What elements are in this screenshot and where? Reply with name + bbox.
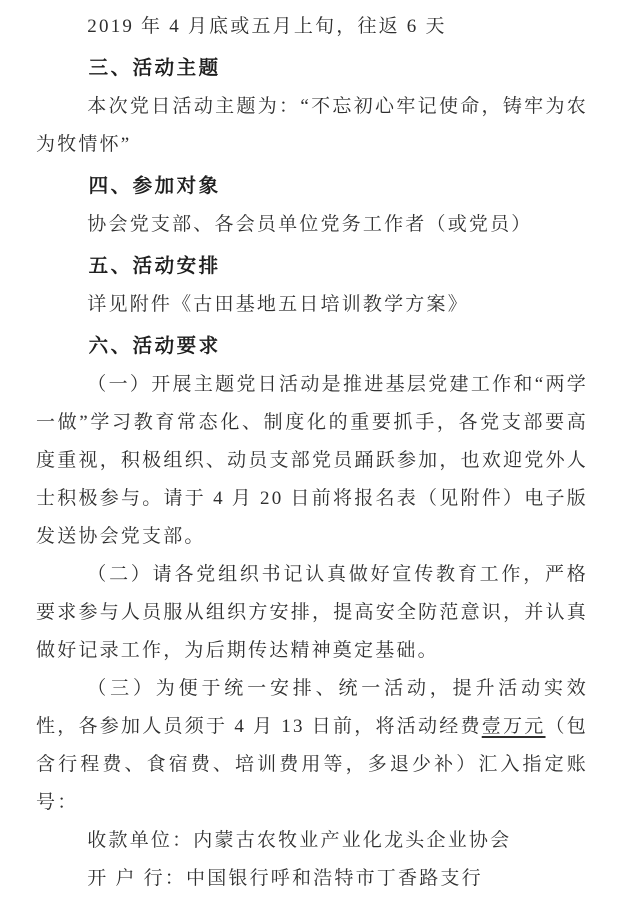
paragraph xyxy=(36,670,588,822)
text-run: （包含行程费、食宿费、培训费用等，多退少补）汇入指定账号： xyxy=(36,716,588,813)
text-run: 协会党支部、各会员单位党务工作者（或党员） xyxy=(87,214,533,235)
paragraph xyxy=(36,822,588,860)
paragraph xyxy=(36,206,588,244)
section-heading xyxy=(36,167,588,205)
text-run: （三）为便于统一安排、统一活动，提升活动实效性，各参加人员须于 4 月 13 日前，将活动经费 xyxy=(36,678,588,737)
text-run: 2019 年 4 月底或五月上旬，往返 6 天 xyxy=(87,16,447,37)
paragraph xyxy=(36,556,588,670)
document-body xyxy=(36,8,588,898)
section-heading xyxy=(36,49,588,87)
text-run: （二）请各党组织书记认真做好宣传教育工作，严格要求参与人员服从组织方安排，提高安全防范意识，并认真做好记录工作，为后期传达精神奠定基础。 xyxy=(36,564,588,661)
underlined-amount-text: 壹万元 xyxy=(481,716,546,737)
text-run: 三、活动主题 xyxy=(88,57,221,79)
text-run: 本次党日活动主题为：“不忘初心牢记使命，铸牢为农为牧情怀” xyxy=(36,96,588,155)
paragraph xyxy=(36,366,588,556)
paragraph xyxy=(36,88,588,164)
paragraph xyxy=(36,8,588,46)
text-run: 六、活动要求 xyxy=(88,335,221,357)
text-run: 四、参加对象 xyxy=(88,175,221,197)
section-heading xyxy=(36,247,588,285)
text-run: 详见附件《古田基地五日培训教学方案》 xyxy=(87,294,469,315)
text-run: 开 户 行：中国银行呼和浩特市丁香路支行 xyxy=(87,868,483,889)
text-run: 五、活动安排 xyxy=(88,255,221,277)
text-run: （一）开展主题党日活动是推进基层党建工作和“两学一做”学习教育常态化、制度化的重要抓手，各党支部要高度重视，积极组织、动员支部党员踊跃参加，也欢迎党外人士积极参与。请于 4 月 20 日前将报名表（见附件）电子版发送协会党支部。 xyxy=(36,374,588,547)
paragraph xyxy=(36,860,588,898)
section-heading xyxy=(36,327,588,365)
text-run: 收款单位：内蒙古农牧业产业化龙头企业协会 xyxy=(87,830,512,851)
paragraph xyxy=(36,286,588,324)
